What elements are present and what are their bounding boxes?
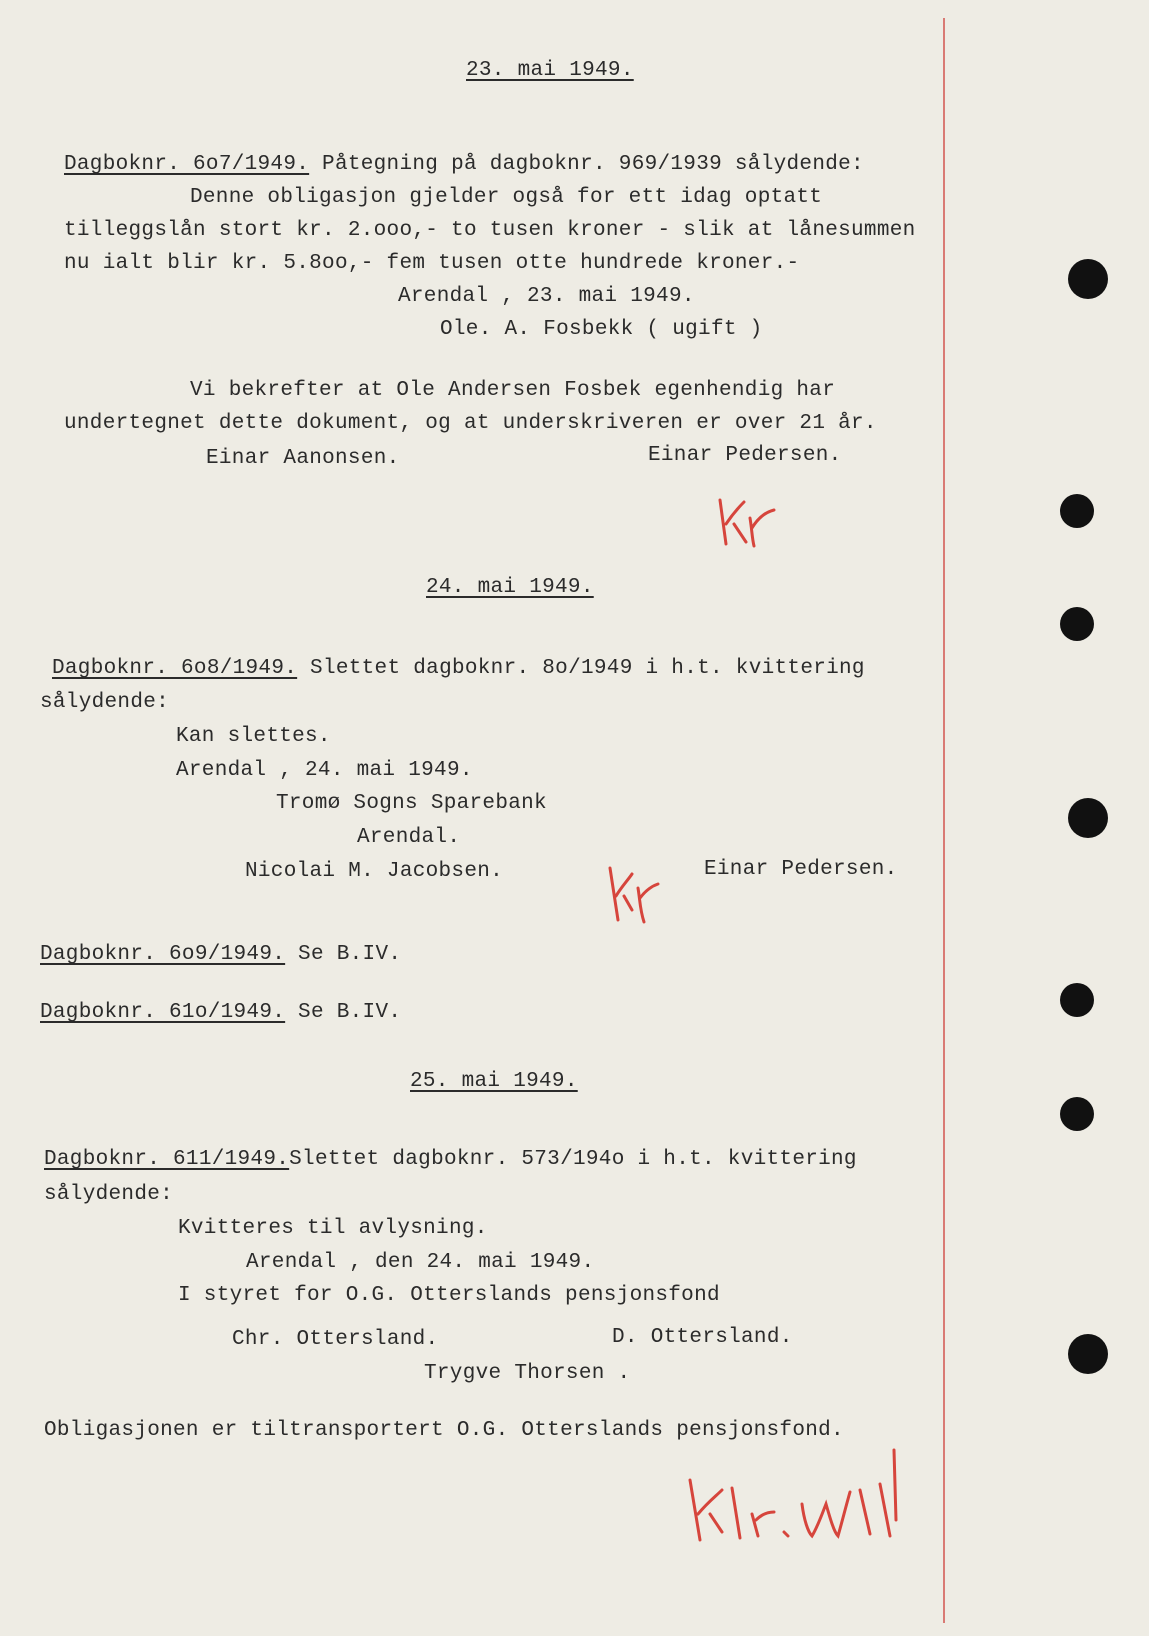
date-heading: 25. mai 1949. <box>410 1070 578 1093</box>
entry-number: Dagboknr. 6o7/1949. <box>64 153 310 176</box>
witness-name: Einar Aanonsen. <box>206 447 400 470</box>
signature-name: Chr. Ottersland. <box>232 1328 439 1351</box>
date-heading: 24. mai 1949. <box>426 576 594 599</box>
institution-place: Arendal. <box>357 826 461 849</box>
entry-text: Slettet dagboknr. 8o/1949 i h.t. kvittering <box>297 657 865 680</box>
signature-name: Ole. A. Fosbekk ( ugift ) <box>440 318 763 341</box>
entry-text: Se B.IV. <box>285 1001 402 1024</box>
entry-line <box>44 1147 857 1173</box>
place-date: Arendal , 23. mai 1949. <box>398 285 695 308</box>
entry-number: Dagboknr. 611/1949. <box>44 1148 290 1171</box>
entry-text: Slettet dagboknr. 573/194o i h.t. kvittering <box>289 1148 857 1171</box>
date-heading: 23. mai 1949. <box>466 59 634 82</box>
institution-name: Tromø Sogns Sparebank <box>276 792 547 815</box>
entry-text: nu ialt blir kr. 5.8oo,- fem tusen otte hundrede kroner.- <box>64 252 800 275</box>
witness-name: Einar Pedersen. <box>648 444 842 467</box>
entry-text: tilleggslån stort kr. 2.ooo,- to tusen kroner - slik at lånesummen <box>64 219 916 242</box>
red-margin-line <box>943 18 945 1623</box>
entry-text: undertegnet dette dokument, og at underskriveren er over 21 år. <box>64 412 877 435</box>
place-date: Arendal , 24. mai 1949. <box>176 759 473 782</box>
entry-text: Se B.IV. <box>285 943 402 966</box>
signature-name: Nicolai M. Jacobsen. <box>245 860 504 883</box>
punch-hole <box>1060 494 1094 528</box>
red-initials-mark <box>604 860 664 928</box>
entry-line <box>52 656 865 682</box>
entry-text: Påtegning på dagboknr. 969/1939 sålydende: <box>309 153 864 176</box>
place-date: Arendal , den 24. mai 1949. <box>246 1251 595 1274</box>
signature-name: D. Ottersland. <box>612 1326 793 1349</box>
entry-text: sålydende: <box>44 1183 174 1206</box>
signature-name: Trygve Thorsen . <box>424 1362 631 1385</box>
entry-text: Kan slettes. <box>176 725 331 748</box>
punch-hole <box>1060 1097 1094 1131</box>
entry-line <box>40 942 401 968</box>
punch-hole <box>1060 607 1094 641</box>
entry-text: Denne obligasjon gjelder også for ett idag optatt <box>190 186 823 209</box>
punch-hole <box>1068 1334 1108 1374</box>
entry-text: Kvitteres til avlysning. <box>178 1217 488 1240</box>
closing-note: Obligasjonen er tiltransportert O.G. Otterslands pensjonsfond. <box>44 1419 844 1442</box>
punch-hole <box>1068 259 1108 299</box>
entry-number: Dagboknr. 61o/1949. <box>40 1001 286 1024</box>
entry-line <box>40 1000 401 1026</box>
entry-number: Dagboknr. 6o8/1949. <box>52 657 298 680</box>
punch-hole <box>1060 983 1094 1017</box>
entry-number: Dagboknr. 6o9/1949. <box>40 943 286 966</box>
red-handwritten-note <box>670 1440 920 1560</box>
punch-hole <box>1068 798 1108 838</box>
entry-text: sålydende: <box>40 691 170 714</box>
signature-name: Einar Pedersen. <box>704 858 898 881</box>
entry-text: I styret for O.G. Otterslands pensjonsfond <box>178 1284 720 1307</box>
entry-line <box>64 152 864 178</box>
entry-text: Vi bekrefter at Ole Andersen Fosbek egenhendig har <box>190 379 836 402</box>
red-initials-mark <box>712 494 782 554</box>
